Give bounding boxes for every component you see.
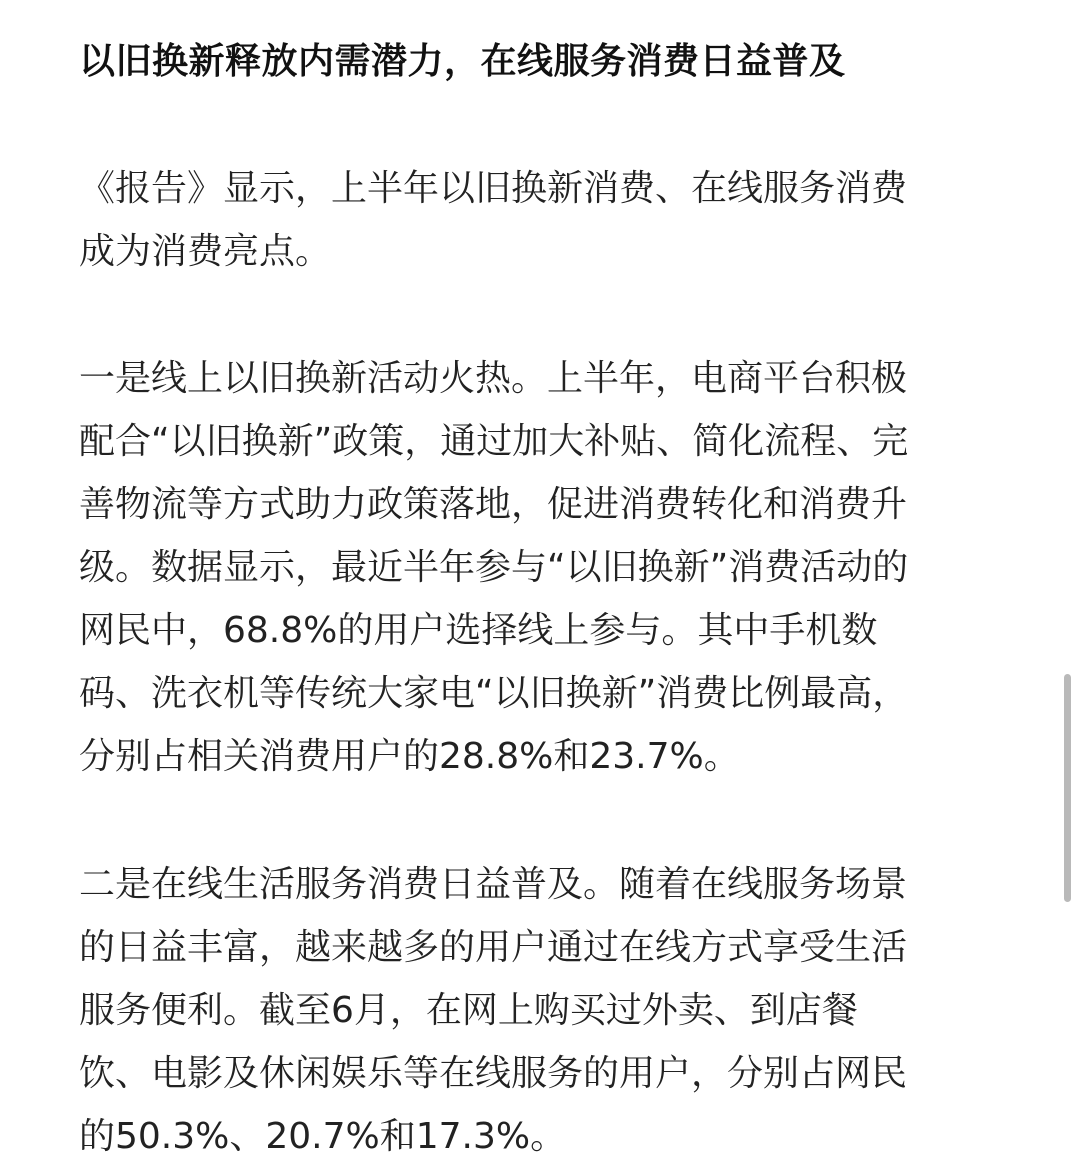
paragraph-line: 的日益丰富，越来越多的用户通过在线方式享受生活 bbox=[79, 927, 908, 968]
scrollbar-thumb[interactable] bbox=[1064, 674, 1071, 902]
paragraph-line: 成为消费亮点。 bbox=[79, 231, 332, 272]
paragraph-line: 的50.3%、20.7%和17.3%。 bbox=[79, 1116, 567, 1157]
paragraph-line: 饮、电影及休闲娱乐等在线服务的用户，分别占网民 bbox=[79, 1053, 908, 1094]
paragraph-line: 二是在线生活服务消费日益普及。随着在线服务场景 bbox=[79, 864, 908, 905]
paragraph-line: 《报告》显示，上半年以旧换新消费、在线服务消费 bbox=[79, 168, 908, 209]
paragraph-report-summary bbox=[79, 157, 1001, 283]
paragraph-trade-in bbox=[79, 347, 1001, 788]
paragraph-line: 网民中，68.8%的用户选择线上参与。其中手机数 bbox=[79, 610, 878, 651]
paragraph-online-services bbox=[79, 853, 1001, 1167]
article-heading: 以旧换新释放内需潜力，在线服务消费日益普及 bbox=[79, 41, 846, 82]
paragraph-line: 分别占相关消费用户的28.8%和23.7%。 bbox=[79, 736, 740, 777]
paragraph-line: 善物流等方式助力政策落地，促进消费转化和消费升 bbox=[79, 484, 908, 525]
paragraph-line: 级。数据显示，最近半年参与“以旧换新”消费活动的 bbox=[79, 547, 909, 588]
paragraph-line: 一是线上以旧换新活动火热。上半年，电商平台积极 bbox=[79, 358, 908, 399]
paragraph-line: 服务便利。截至6月，在网上购买过外卖、到店餐 bbox=[79, 990, 858, 1031]
paragraph-line: 码、洗衣机等传统大家电“以旧换新”消费比例最高， bbox=[79, 673, 909, 714]
paragraph-line: 配合“以旧换新”政策，通过加大补贴、简化流程、完 bbox=[79, 421, 909, 462]
